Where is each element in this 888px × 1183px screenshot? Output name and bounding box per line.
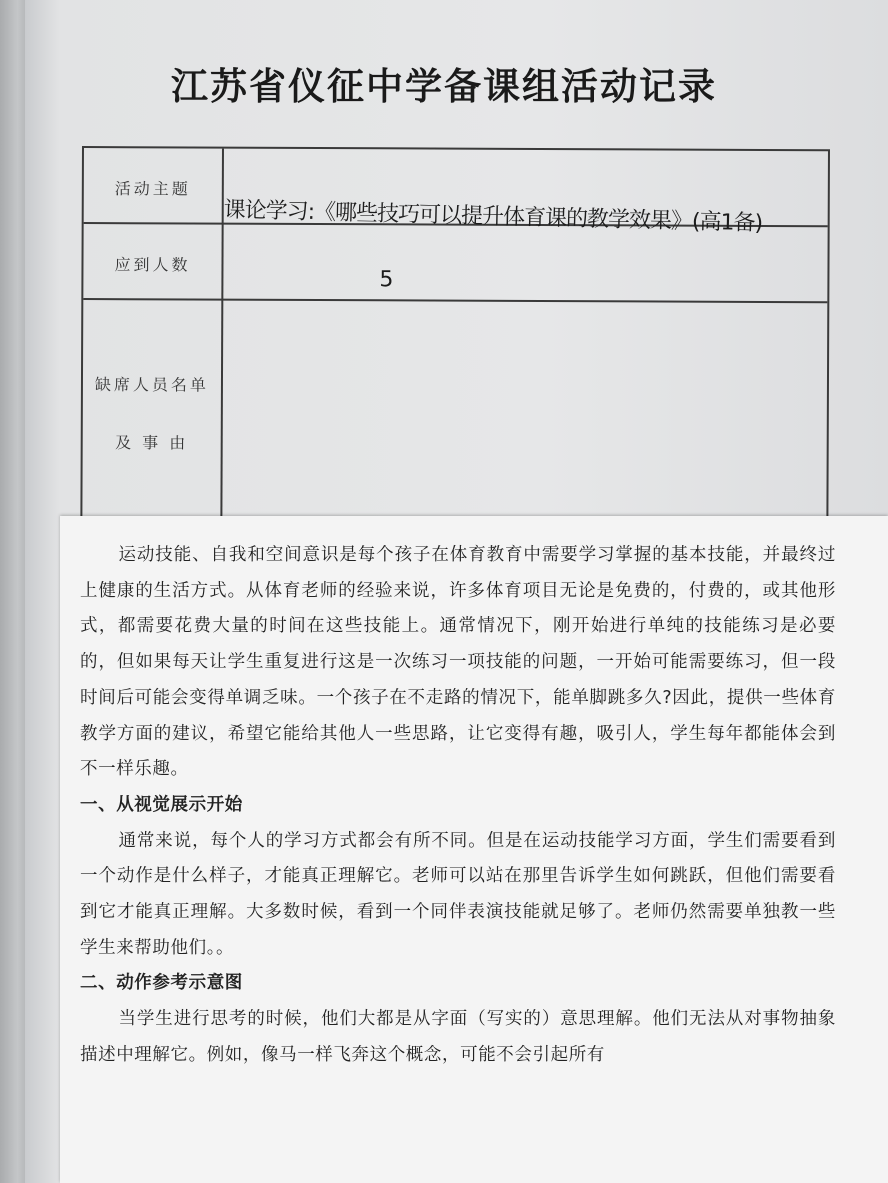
label-absentee-list: 缺席人员名单 xyxy=(94,375,209,395)
activity-form-table xyxy=(80,146,830,529)
label-absence-reason: 及 事 由 xyxy=(115,433,189,453)
label-activity-theme: 活动主题 xyxy=(114,179,191,199)
article-paragraph: 运动技能、自我和空间意识是每个孩子在体育教育中需要学习掌握的基本技能，并最终过上健康的生活方式。从体育老师的经验来说，许多体育项目无论是免费的，付费的，或其他形式，都需要花费大量的时间在这些技能上。通常情况下，刚开始进行单纯的技能练习是必要的，但如果每天让学生重复进行这是一次练习一项技能的问题，一开始可能需要练习，但一段时间后可能会变得单调乏味。一个孩子在不走路的情况下，能单脚跳多久?因此，提供一些体育教学方面的建议，希望它能给其他人一些思路，让它变得有趣，吸引人，学生每年都能体会到不一样乐趣。 xyxy=(80,545,836,780)
book-spine xyxy=(0,0,25,1183)
article-paragraph: 当学生进行思考的时候，他们大都是从字面（写实的）意思理解。他们无法从对事物抽象描述中理解它。例如，像马一样飞奔这个概念，可能不会引起所有 xyxy=(80,1009,836,1065)
page-title: 江苏省仪征中学备课组活动记录 xyxy=(171,64,717,108)
article-paragraph: 通常来说，每个人的学习方式都会有所不同。但是在运动技能学习方面，学生们需要看到一个动作是什么样子，才能真正理解它。老师可以站在那里告诉学生如何跳跃，但他们需要看到它才能真正理解。大多数时候，看到一个同伴表演技能就足够了。老师仍然需要单独教一些学生来帮助他们。。 xyxy=(80,830,836,958)
row-divider xyxy=(83,298,827,303)
article-body xyxy=(80,538,836,1074)
section-heading: 二、动作参考示意图 xyxy=(80,973,243,994)
expected-attendance-value: 5 xyxy=(379,267,394,293)
pasted-article-sheet xyxy=(60,516,888,1183)
activity-theme-value: 课论学习:《哪些技巧可以提升体育课的教学效果》(高1备) xyxy=(223,197,763,237)
section-heading: 一、从视觉展示开始 xyxy=(80,794,243,815)
label-expected-attendance: 应到人数 xyxy=(114,255,191,275)
